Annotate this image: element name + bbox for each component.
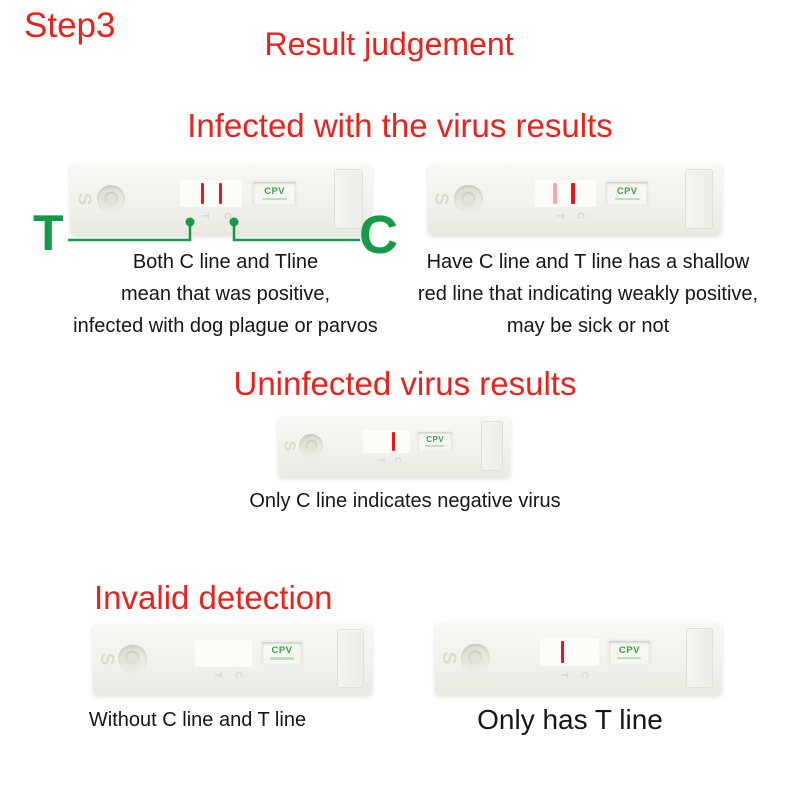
weak-positive-caption-line3: may be sick or not — [506, 315, 670, 337]
section-heading-invalid: Invalid detection — [94, 579, 333, 616]
embossed-t-mark: T — [212, 672, 224, 679]
embossed-t-mark: T — [557, 671, 569, 678]
device-label: CPV — [616, 185, 638, 196]
cassette-side-mark: S — [438, 651, 460, 665]
embossed-c-mark: C — [393, 457, 404, 464]
positive-caption-line2: mean that was positive, — [121, 283, 330, 305]
test-cassette-negative — [278, 415, 510, 477]
positive-caption-line3: infected with dog plague or parvos — [73, 315, 378, 337]
invalid-left-caption: Without C line and T line — [88, 709, 307, 731]
cassette-side-mark: S — [95, 652, 117, 665]
c-test-line — [392, 432, 395, 450]
result-window — [540, 639, 599, 666]
embossed-c-mark: C — [574, 211, 586, 219]
device-label-window — [253, 182, 297, 204]
c-test-line — [219, 183, 222, 204]
t-test-line — [561, 641, 565, 663]
embossed-c-mark: C — [232, 671, 244, 679]
t-line-label: T — [33, 205, 64, 261]
device-sublabel — [425, 445, 445, 447]
section-heading-infected: Infected with the virus results — [187, 107, 613, 144]
device-sublabel — [270, 657, 293, 659]
sample-well — [118, 644, 146, 672]
result-window — [535, 180, 595, 207]
embossed-c-mark: C — [220, 211, 232, 219]
sample-well — [454, 185, 482, 213]
sample-well — [461, 644, 490, 673]
cassette-side-mark: S — [74, 192, 96, 206]
weak-positive-caption-line2: red line that indicating weakly positive, — [417, 283, 759, 305]
c-line-label: C — [359, 205, 398, 265]
grip-area — [685, 169, 713, 228]
c-callout-dot — [230, 218, 239, 227]
t-callout-dot — [186, 218, 195, 227]
embossed-t-mark: T — [199, 212, 211, 219]
section-heading-uninfected: Uninfected virus results — [233, 365, 577, 402]
cassette-side-mark: S — [280, 440, 299, 452]
c-test-line — [571, 183, 574, 204]
negative-caption: Only C line indicates negative virus — [249, 490, 561, 512]
device-label: CPV — [426, 434, 445, 444]
embossed-t-mark: T — [376, 457, 387, 463]
embossed-t-mark: T — [553, 212, 565, 219]
c-callout-line — [234, 225, 360, 240]
page-title: Result judgement — [264, 26, 514, 62]
positive-caption-line1: Both C line and Tline — [132, 251, 319, 273]
weak-positive-caption-line1: Have C line and T line has a shallow — [426, 251, 750, 273]
cassette-side-mark: S — [431, 192, 453, 206]
test-cassette-invalid-t-only — [435, 621, 722, 695]
t-callout-line — [68, 225, 190, 240]
step-label: Step3 — [24, 6, 116, 45]
t-test-line — [201, 183, 204, 204]
device-label-window — [609, 641, 651, 664]
device-sublabel — [615, 198, 640, 200]
weak-positive-caption — [402, 246, 774, 342]
test-cassette-invalid-no-lines — [93, 622, 372, 695]
grip-area — [337, 629, 364, 689]
grip-area — [481, 421, 503, 472]
callout-lines — [28, 203, 400, 263]
grip-area — [686, 628, 713, 689]
test-cassette-weak-positive — [428, 163, 722, 235]
device-label: CPV — [618, 644, 641, 656]
device-label: CPV — [264, 185, 285, 196]
t-test-line — [553, 183, 556, 204]
result-window — [363, 430, 411, 453]
sample-well — [299, 434, 323, 458]
result-window — [195, 640, 252, 667]
device-label-window — [262, 642, 302, 665]
embossed-c-mark: C — [578, 671, 590, 679]
device-label-window — [418, 432, 452, 451]
device-sublabel — [617, 657, 641, 659]
device-sublabel — [262, 198, 287, 200]
invalid-right-caption: Only has T line — [477, 704, 663, 735]
device-label-window — [606, 182, 649, 204]
device-label: CPV — [271, 645, 293, 657]
